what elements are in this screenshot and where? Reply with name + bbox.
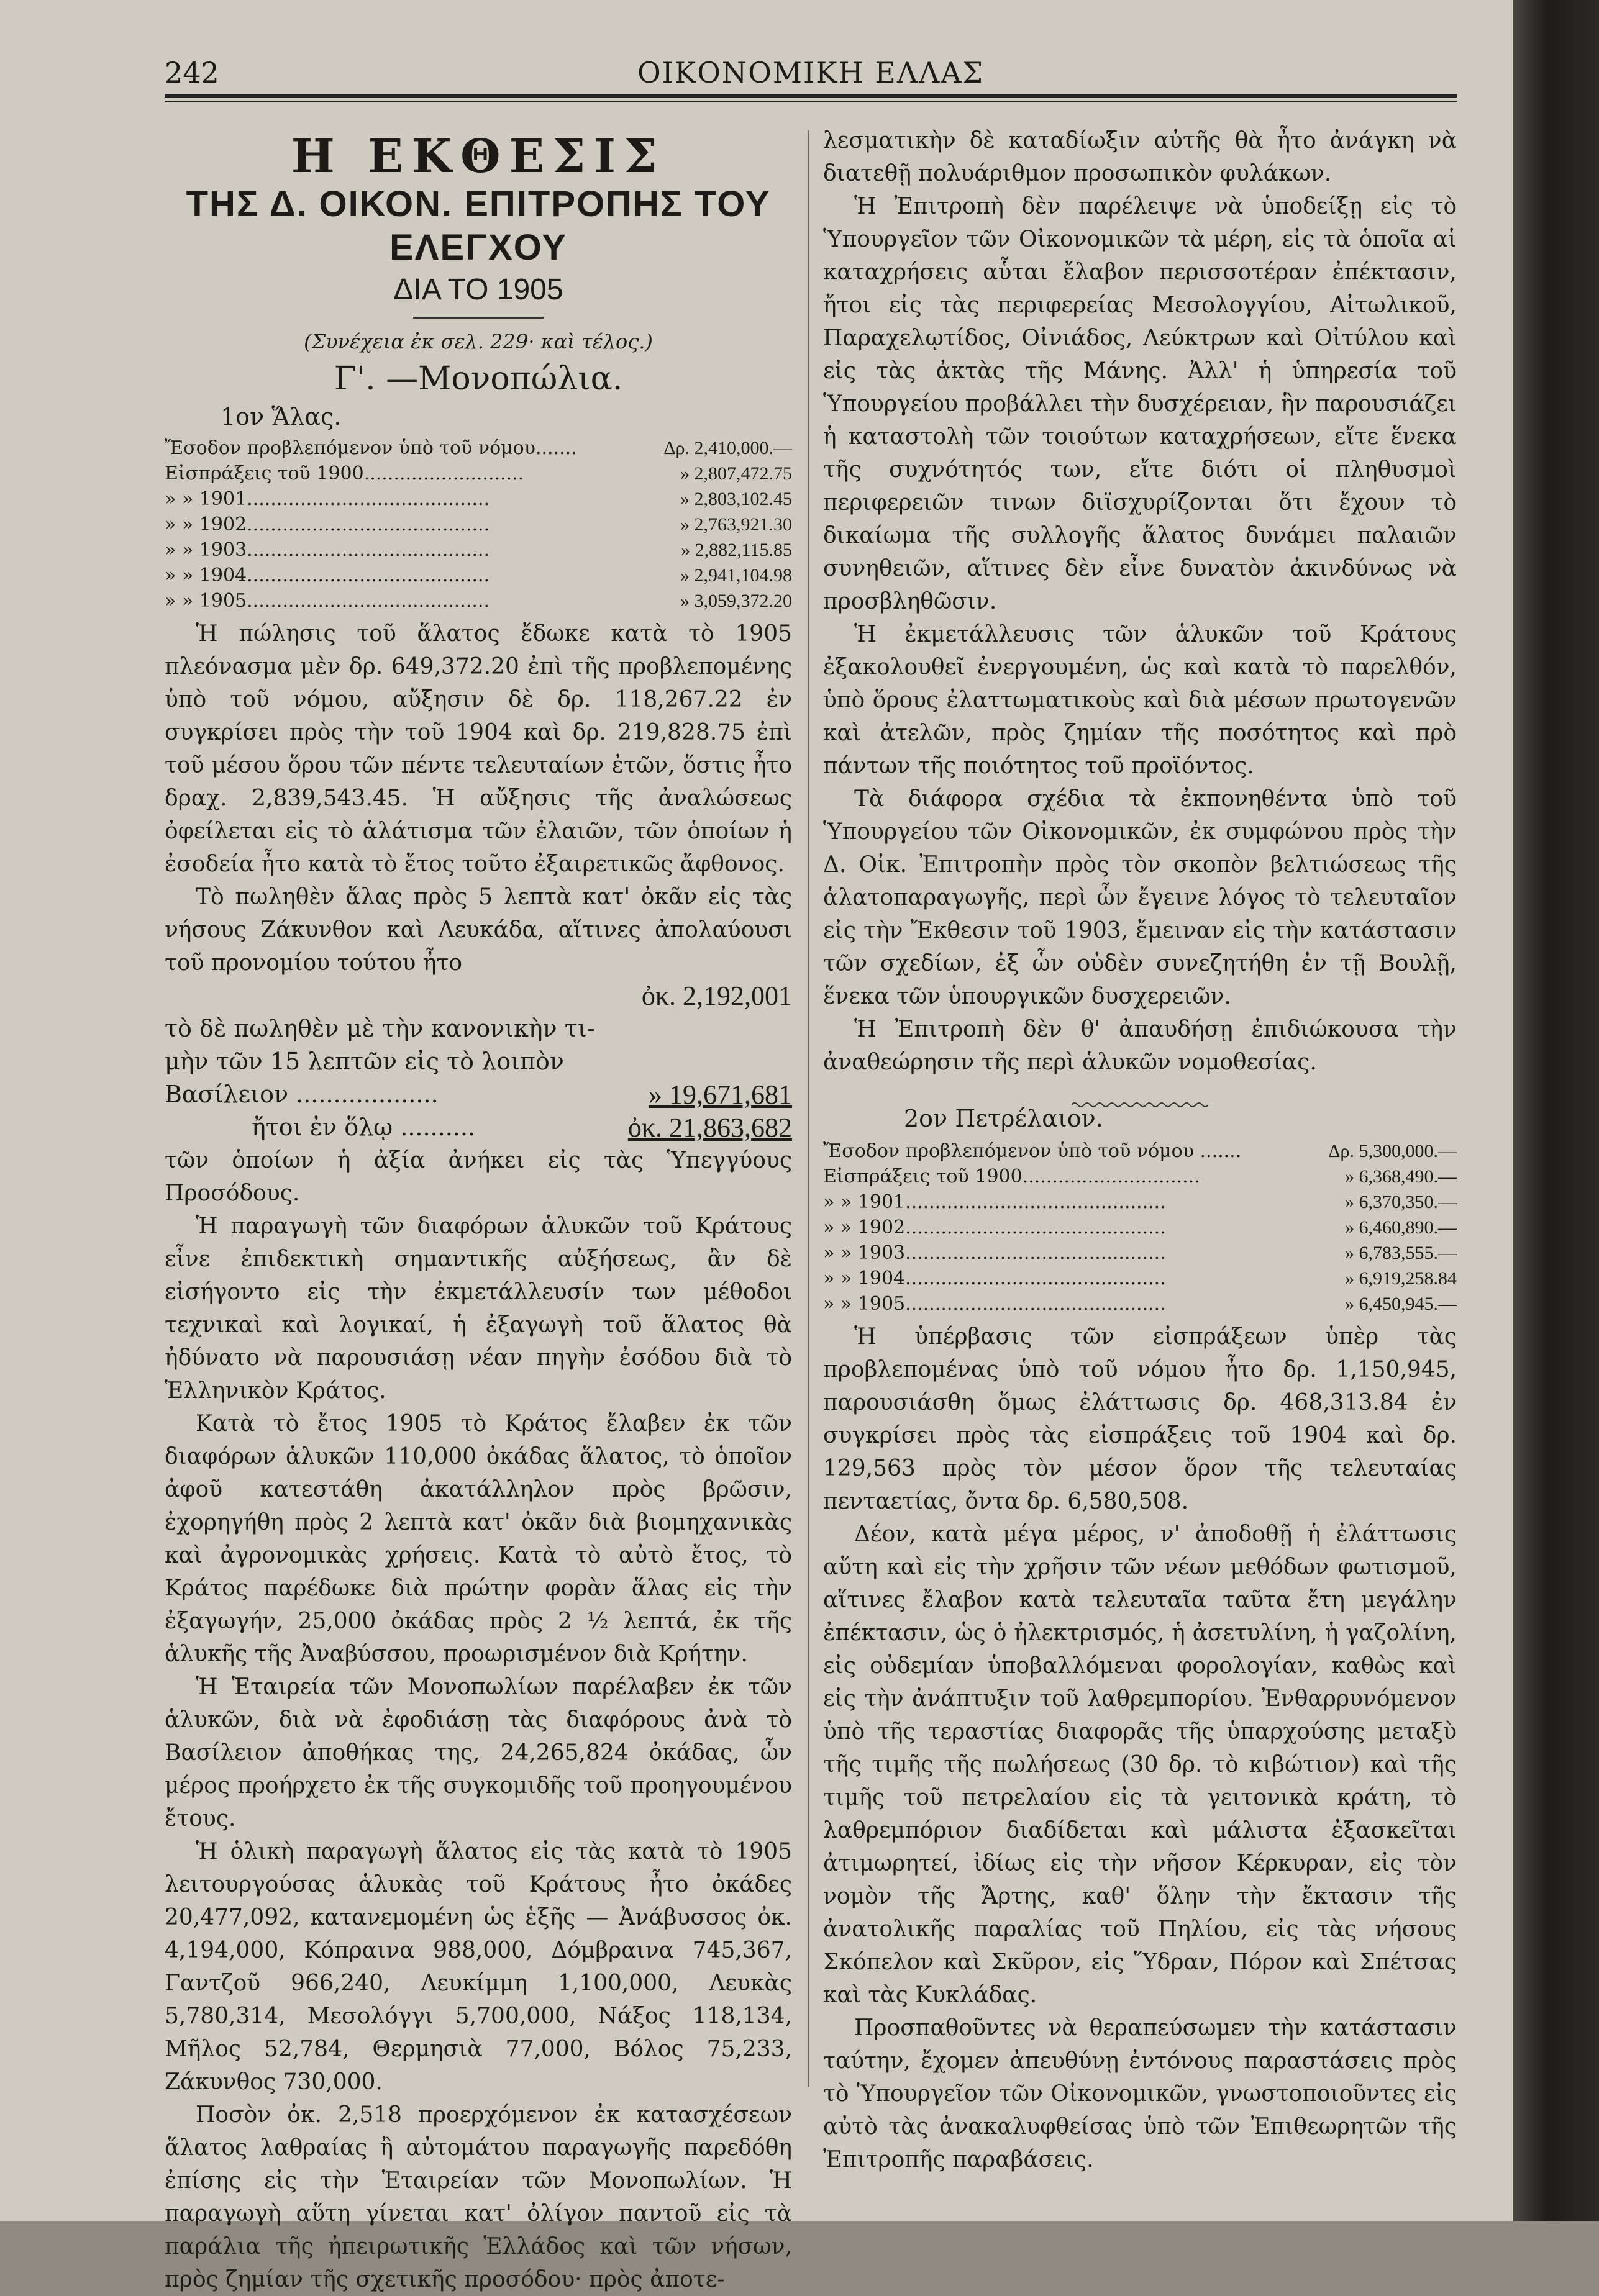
paragraph: Κατὰ τὸ ἔτος 1905 τὸ Κράτος ἔλαβεν ἐκ τῶν διαφόρων ἁλυκῶν 110,000 ὀκάδας ἅλατος, τὸ ὁποῖον ἀφοῦ κατεστάθη ἀκατάλληλον πρὸς βρῶσιν, ἐχορηγήθη πρὸς 2 λεπτὰ κατ' ὀκᾶν διὰ βιομηχανικὰς καὶ ἀγρονομικὰς χρήσεις. Κατὰ τὸ αὐτὸ ἔτος, τὸ Κράτος παρέδωκε διὰ πρώτην φορὰν ἅλας εἰς τὴν ἐξαγωγήν, 25,000 ὀκάδας πρὸς 2 ½ λεπτά, ἐκ τῆς ἁλυκῆς τῆς Ἀναβύσσου, προωρισμένον διὰ Κρήτην. <box>165 1411 792 1667</box>
paragraph: Ἡ Ἑταιρεία τῶν Μονοπωλίων παρέλαβεν ἐκ τῶν ἁλυκῶν, διὰ νὰ ἐφοδιάσῃ τὰς διαφόρους ἀνὰ τὸ Βασίλειον ἀποθήκας της, 24,265,824 ὀκάδας, ὧν μέρος προήρχετο ἐκ τῆς συγκομιδῆς τοῦ προηγουμένου ἔτους. <box>165 1674 792 1831</box>
paragraph: Ἡ ἐκμετάλλευσις τῶν ἁλυκῶν τοῦ Κράτους ἐξακολουθεῖ ἐνεργουμένη, ὡς καὶ κατὰ τὸ παρελθόν, ὑπὸ ὅρους ἐλαττωματικοὺς καὶ διὰ μέσων πρωτογενῶν καὶ ἀτελῶν, πρὸς ζημίαν τῆς ποσότητος καὶ πρὸ πάντων τῆς ποιότητος τοῦ προϊόντος. <box>823 622 1457 779</box>
section-ornament <box>823 1086 1457 1099</box>
petrol-heading: 2ον Πετρέλαιον. <box>904 1105 1103 1132</box>
ledger-row: Εἰσπράξεις τοῦ 1900.............................. » 6,368,490.— <box>823 1166 1457 1187</box>
paragraph: Ἡ Ἐπιτροπὴ δὲν παρέλειψε νὰ ὑποδείξῃ εἰς τὸ Ὑπουργεῖον τῶν Οἰκονομικῶν τὰ μέρη, εἰς τὰ ὁποῖα αἱ καταχρήσεις αὗται ἔλαβον περισσοτέραν ἐπέκτασιν, ἤτοι εἰς τὰς περιφερείας Μεσολογγίου, Αἰτωλικοῦ, Παραχελῳτίδος, Οἰνιάδος, Λεύκτρων καὶ Οἰτύλου καὶ εἰς τὰς ἀκτὰς τῆς Μάνης. Ἀλλ' ἡ ὑπηρεσία τοῦ Ὑπουργείου προβάλλει τὴν δυσχέρειαν, ἣν παρουσιάζει ἡ καταστολὴ τῶν τοιούτων καταχρήσεων, εἴτε ἕνεκα τῆς συχνότητός των, εἴτε διότι οἱ πληθυσμοὶ περιφερειῶν τινων διϊσχυρίζονται ὅτι ἔχουν τὸ δικαίωμα τῆς συλλογῆς ἅλατος δυνάμει παλαιῶν συνηθειῶν, αἵτινες δὲν εἶνε δυνατὸν ἀκινδύνως νὰ προσβληθῶσιν. <box>823 194 1457 614</box>
article-subtitle: ΤΗΣ Δ. ΟΙΚΟΝ. ΕΠΙΤΡΟΠΗΣ ΤΟΥ ΕΛΕΓΧΟΥ <box>186 184 771 268</box>
ledger-row: » » 1904............................................ » 6,919,258.84 <box>823 1268 1457 1289</box>
calc-row: ἤτοι ἐν ὅλῳ .......... ὀκ. 21,863,682 <box>252 1112 792 1143</box>
ledger-row: » » 1903............................................ » 6,783,555.— <box>823 1242 1457 1264</box>
calc-row: Βασίλειον ................... » 19,671,681 <box>165 1079 792 1110</box>
ledger-row: » » 1902......................................... » 2,763,921.30 <box>165 514 792 535</box>
header-rule <box>165 94 1457 98</box>
page-header <box>165 43 1457 99</box>
salt-sales-calc: ὀκ. 2,192,001 τὸ δὲ πωληθὲν μὲ τὴν κανονικὴν τι- μὴν τῶν 15 λεπτῶν εἰς τὸ λοιπὸν Βασίλειον ................... » 19,671,681 ἤτοι ἐν ὅλῳ .......... ὀκ. 21,863,682 <box>165 981 792 1143</box>
paragraph: Δέον, κατὰ μέγα μέρος, ν' ἀποδοθῇ ἡ ἐλάττωσις αὕτη καὶ εἰς τὴν χρῆσιν τῶν νέων μεθόδων φωτισμοῦ, αἵτινες ἔλαβον κατὰ τελευταῖα ταῦτα ἔτη μεγάλην ἐπέκτασιν, ὡς ὁ ἠλεκτρισμός, ἡ ἀσετυλίνη, ἡ γαζολίνη, εἰς οὐδεμίαν ὑποβαλλόμεναι φορολογίαν, καθὼς καὶ εἰς τὴν ἀνάπτυξιν τοῦ λαθρεμπορίου. Ἐνθαρρυνόμενον ὑπὸ τῆς τεραστίας διαφορᾶς τῆς ὑπαρχούσης μεταξὺ τῆς τιμῆς τῆς πωλήσεως (30 δρ. τὸ κιβώτιον) καὶ τῆς τιμῆς τοῦ πετρελαίου εἰς τὰ γειτονικὰ κράτη, τὸ λαθρεμπόριον διαδίδεται καὶ μάλιστα ἐξασκεῖται ἀτιμωρητεί, ἰδίως εἰς τὴν νῆσον Κέρκυραν, εἰς τὸν νομὸν τῆς Ἄρτης, καθ' ὅλην τὴν ἔκτασιν τῆς ἀνατολικῆς παραλίας τοῦ Πηλίου, εἰς τὰς νήσους Σκόπελον καὶ Σκῦρον, εἰς Ὕδραν, Πόρον καὶ Σπέτσας καὶ τὰς Κυκλάδας. <box>823 1522 1457 2008</box>
ledger-row: » » 1901............................................ » 6,370,350.— <box>823 1191 1457 1213</box>
running-title: ΟΙΚΟΝΟΜΙΚΗ ΕΛΛΑΣ <box>637 56 985 89</box>
paragraph: Ἡ Ἐπιτροπὴ δὲν θ' ἀπαυδήσῃ ἐπιδιώκουσα τὴν ἀναθεώρησιν τῆς περὶ ἁλυκῶν νομοθεσίας. <box>823 1017 1457 1075</box>
column-divider <box>808 130 809 2087</box>
paragraph: Ἡ ὑπέρβασις τῶν εἰσπράξεων ὑπὲρ τὰς προβλεπομένας ὑπὸ τοῦ νόμου ἦτο δρ. 1,150,945, παρουσιάσθη ὅμως ἐλάττωσις δρ. 468,313.84 ἐν συγκρίσει πρὸς τὰς εἰσπράξεις τοῦ 1904 καὶ δρ. 129,563 πρὸς τὸν μέσον ὅρον τῆς τελευταίας πενταετίας, ὄντα δρ. 6,580,508. <box>823 1324 1457 1514</box>
right-column <box>823 124 1457 2176</box>
ledger-row: » » 1902............................................ » 6,460,890.— <box>823 1217 1457 1238</box>
ledger-row: Εἰσπράξεις τοῦ 1900........................... » 2,807,472.75 <box>165 463 792 484</box>
ledger-row: » » 1904......................................... » 2,941,104.98 <box>165 565 792 586</box>
header-rule-thin <box>165 101 1457 102</box>
petrol-ledger <box>823 1138 1457 1317</box>
section-heading: Γ'. —Μονοπώλια. <box>334 360 623 397</box>
left-column <box>165 124 792 2296</box>
title-rule <box>413 317 544 319</box>
paragraph: Τὸ πωληθὲν ἅλας πρὸς 5 λεπτὰ κατ' ὀκᾶν εἰς τὰς νήσους Ζάκυνθον καὶ Λευκάδα, αἵτινες ἀπολαύουσι τοῦ προνομίου τούτου ἦτο <box>165 884 792 976</box>
salt-heading: 1ον Ἅλας. <box>221 403 342 430</box>
paragraph: λεσματικὴν δὲ καταδίωξιν αὐτῆς θὰ ἦτο ἀνάγκη νὰ διατεθῇ πολυάριθμον προσωπικὸν φυλάκων. <box>823 128 1457 186</box>
ledger-row: Ἔσοδον προβλεπόμενον ὑπὸ τοῦ νόμου ....... Δρ. 5,300,000.— <box>823 1140 1457 1162</box>
ledger-row: » » 1903......................................... » 2,882,115.85 <box>165 539 792 561</box>
calc-row: ὀκ. 2,192,001 <box>641 981 792 1011</box>
ledger-row: » » 1901......................................... » 2,803,102.45 <box>165 488 792 510</box>
paragraph: Ἡ πώλησις τοῦ ἅλατος ἔδωκε κατὰ τὸ 1905 πλεόνασμα μὲν δρ. 649,372.20 ἐπὶ τῆς προβλεπομένης ὑπὸ τοῦ νόμου, αὔξησιν δὲ δρ. 118,267.22 ἐν συγκρίσει πρὸς τὴν τοῦ 1904 καὶ δρ. 219,828.75 ἐπὶ τοῦ μέσου ὅρου τῶν πέντε τελευταίων ἐτῶν, ὅστις ἦτο δραχ. 2,839,543.45. Ἡ αὔξησις τῆς ἀναλώσεως ὀφείλεται εἰς τὸ ἁλάτισμα τῶν ἐλαιῶν, τῶν ὁποίων ἡ ἐσοδεία ἦτο κατὰ τὸ ἔτος τοῦτο ἐξαιρετικῶς ἄφθονος. <box>165 621 792 877</box>
paragraph: Προσπαθοῦντες νὰ θεραπεύσωμεν τὴν κατάστασιν ταύτην, ἔχομεν ἀπευθύνῃ ἐντόνους παραστάσεις πρὸς τὸ Ὑπουργεῖον τῶν Οἰκονομικῶν, γνωστοποιοῦντες εἰς αὐτὸ τὰς ἀνακαλυφθείσας ὑπὸ τῶν Ἐπιθεωρητῶν τῆς Ἐπιτροπῆς παραβάσεις. <box>823 2015 1457 2172</box>
ledger-row: » » 1905............................................ » 6,450,945.— <box>823 1293 1457 1315</box>
paragraph: Ἡ παραγωγὴ τῶν διαφόρων ἁλυκῶν τοῦ Κράτους εἶνε ἐπιδεκτικὴ σημαντικῆς αὐξήσεως, ἂν δὲ εἰσήγοντο εἰς τὴν ἐκμετάλλευσίν των μέθοδοι τεχνικαὶ καὶ λογικαί, ἡ ἐξαγωγὴ τοῦ ἅλατος θὰ ἠδύνατο νὰ παρουσιάσῃ νέαν πηγὴν ἐσόδου διὰ τὸ Ἑλληνικὸν Κράτος. <box>165 1214 792 1404</box>
continuation-note: (Συνέχεια ἐκ σελ. 229· καὶ τέλος.) <box>304 330 653 353</box>
paragraph: Ποσὸν ὀκ. 2,518 προερχόμενον ἐκ κατασχέσεων ἅλατος λαθραίας ἢ αὐτομάτου παραγωγῆς παρεδόθη ἐπίσης εἰς τὴν Ἑταιρείαν τῶν Μονοπωλίων. Ἡ παραγωγὴ αὕτη γίνεται κατ' ὀλίγον παντοῦ εἰς τὰ παράλια τῆς ἠπειρωτικῆς Ἑλλάδος καὶ τῶν νήσων, πρὸς ζημίαν τῆς σχετικῆς προσόδου· πρὸς ἀποτε- <box>165 2102 792 2292</box>
book-spine-shadow <box>1513 0 1599 2221</box>
paragraph: Ἡ ὁλικὴ παραγωγὴ ἅλατος εἰς τὰς κατὰ τὸ 1905 λειτουργούσας ἁλυκὰς τοῦ Κράτους ἦτο ὀκάδες 20,477,092, κατανεμομένη ὡς ἑξῆς — Ἀνάβυσσος ὀκ. 4,194,000, Κόπραινα 988,000, Δόμβραινα 745,367, Γαντζοῦ 966,240, Λευκίμμη 1,100,000, Λευκὰς 5,780,314, Μεσολόγγι 5,700,000, Νάξος 118,134, Μῆλος 52,784, Θερμησιὰ 77,000, Βόλος 75,233, Ζάκυνθος 730,000. <box>165 1839 792 2095</box>
paragraph: Τὰ διάφορα σχέδια τὰ ἐκπονηθέντα ὑπὸ τοῦ Ὑπουργείου τῶν Οἰκονομικῶν, ἐκ συμφώνου πρὸς τὴν Δ. Οἰκ. Ἐπιτροπὴν πρὸς τὸν σκοπὸν βελτιώσεως τῆς ἁλατοπαραγωγῆς, περὶ ὧν ἔγεινε λόγος τὸ τελευταῖον εἰς τὴν Ἔκθεσιν τοῦ 1903, ἔμειναν εἰς τὴν κατάστασιν τῶν σχεδίων, ἐξ ὧν οὐδὲν συνεζητήθη ἐν τῇ Βουλῇ, ἕνεκα τῶν ὑπουργικῶν δυσχερειῶν. <box>823 786 1457 1009</box>
page-number: 242 <box>165 56 219 89</box>
ledger-row: Ἔσοδον προβλεπόμενον ὑπὸ τοῦ νόμου....... Δρ. 2,410,000.— <box>165 437 792 459</box>
paragraph: τῶν ὁποίων ἡ ἀξία ἀνήκει εἰς τὰς Ὑπεγγύους Προσόδους. <box>165 1148 792 1206</box>
article-year-line: ΔΙΑ ΤΟ 1905 <box>393 273 563 306</box>
article-title: Η ΕΚΘΕΣΙΣ <box>291 130 666 183</box>
salt-ledger <box>165 435 792 614</box>
ledger-row: » » 1905......................................... » 3,059,372.20 <box>165 590 792 612</box>
